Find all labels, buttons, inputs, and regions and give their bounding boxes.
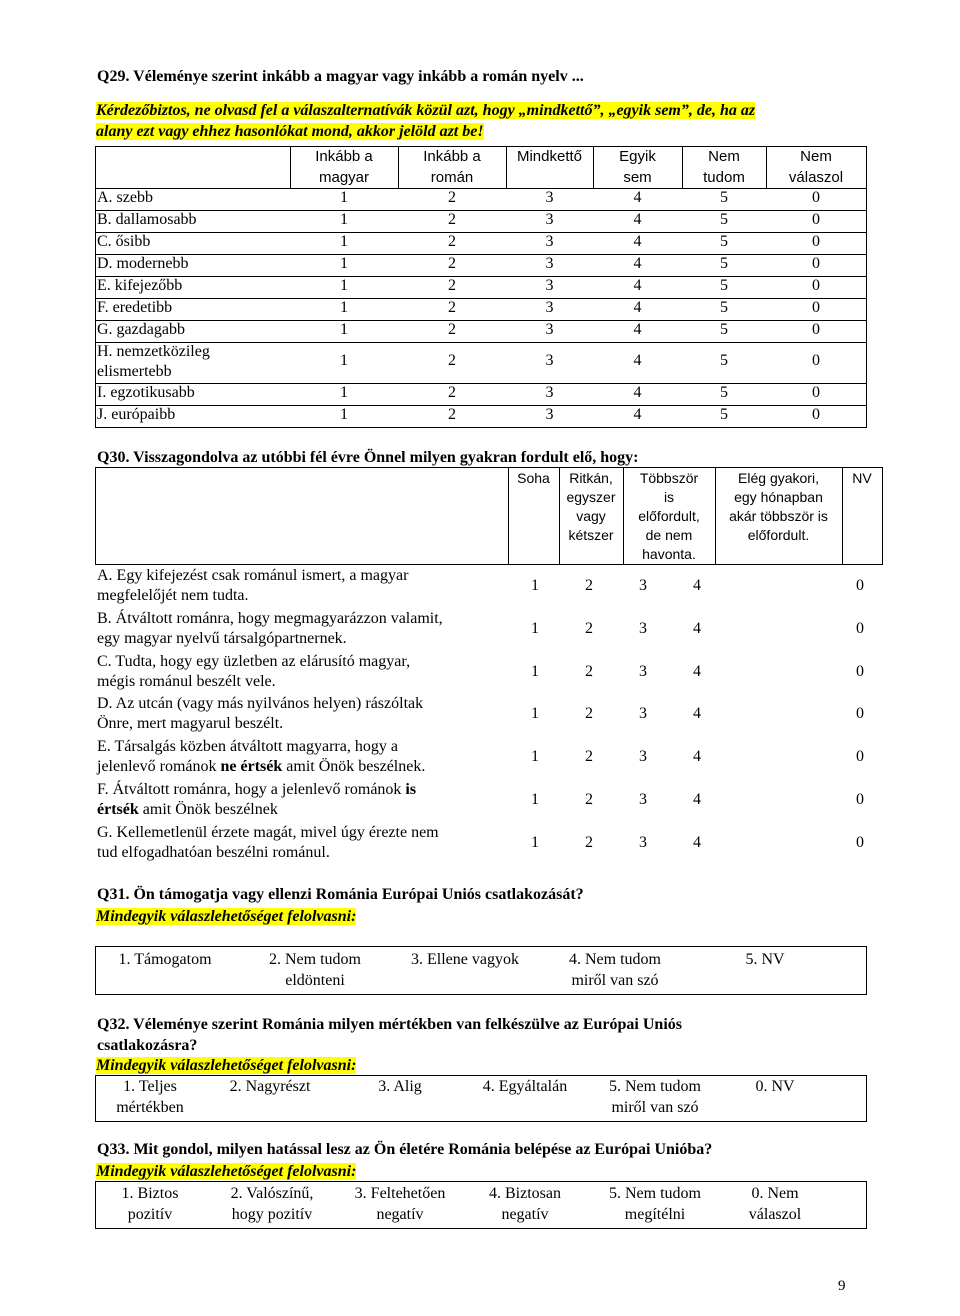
- q32-instruction: Mindegyik válaszlehetőséget felolvasni:: [96, 1057, 357, 1074]
- q31-option-4: 4. Nem tudom miről van szó: [569, 951, 661, 989]
- q29-row-g: G. gazdagabb 1 2 3 4 5 0: [97, 321, 820, 338]
- q29-row-b: B. dallamosabb 1 2 3 4 5 0: [97, 211, 820, 228]
- q32-title: Q32. Véleménye szerint Románia milyen mértékben van felkészülve az Európai Uniós csatlakozásra?: [97, 1016, 682, 1054]
- q29-row-i: I. egzotikusabb 1 2 3 4 5 0: [97, 384, 820, 401]
- q29-row-j: J. európaibb 1 2 3 4 5 0: [97, 406, 820, 423]
- q30-row-a: A. Egy kifejezést csak románul ismert, a magyar megfelelőjét nem tudta. 1 2 3 4 0: [97, 567, 864, 604]
- q29-title: Q29. Véleménye szerint inkább a magyar vagy inkább a román nyelv ...: [97, 68, 584, 85]
- q29-row-e: E. kifejezőbb 1 2 3 4 5 0: [97, 277, 820, 294]
- q32-option-1: 1. Teljes mértékben: [116, 1078, 184, 1116]
- q29-header-inkabb-roman: Inkább a román: [423, 148, 481, 186]
- q29-instruction: [96, 100, 856, 142]
- q33-option-0: 0. Nem válaszol: [748, 1185, 802, 1223]
- q30-row-b: B. Átváltott románra, hogy megmagyarázzon valamit, egy magyar nyelvű társalgópartnernek. 1 2 3 4 0: [97, 610, 864, 647]
- q29-row-d: D. modernebb 1 2 3 4 5 0: [97, 255, 820, 272]
- q33-title: Q33. Mit gondol, milyen hatással lesz az Ön életére Románia belépése az Európai Unióba?: [97, 1141, 713, 1158]
- q29-row-f: F. eredetibb 1 2 3 4 5 0: [97, 299, 820, 316]
- q31-option-3: 3. Ellene vagyok: [411, 951, 519, 968]
- page-number: 9: [838, 1278, 846, 1294]
- q33-option-2: 2. Valószínű, hogy pozitív: [230, 1185, 314, 1223]
- q29-header-inkabb-magyar: Inkább a magyar: [315, 148, 373, 186]
- q29-header-nem-tudom: Nem tudom: [703, 148, 745, 186]
- q32-option-0: 0. NV: [755, 1078, 795, 1095]
- q29-header-egyik-sem: Egyik sem: [619, 148, 656, 186]
- q30-title: Q30. Visszagondolva az utóbbi fél évre Önnel milyen gyakran fordult elő, hogy:: [97, 449, 639, 466]
- q30-row-e: E. Társalgás közben átváltott magyarra, hogy a jelenlevő románok ne értsék amit Önök beszélnek. 1 2 3 4 0: [97, 738, 864, 775]
- q30-row-g: G. Kellemetlenül érzete magát, mivel úgy érezte nem tud elfogadhatóan beszélni románul. 1 2 3 4 0: [97, 824, 864, 861]
- q29-row-c: C. ősibb 1 2 3 4 5 0: [97, 233, 820, 250]
- q30-header-tobbszor: Többször is előfordult, de nem havonta.: [638, 470, 700, 562]
- q30-header-ritkan: Ritkán, egyszer vagy kétszer: [566, 470, 616, 543]
- q29-row-h: H. nemzetközileg elismertebb 1 2 3 4 5 0: [97, 343, 820, 380]
- q32-option-2: 2. Nagyrészt: [229, 1078, 311, 1095]
- q29-row-a: A. szebb 1 2 3 4 5 0: [97, 189, 820, 206]
- q31-option-5: 5. NV: [745, 951, 785, 968]
- q30-row-c: C. Tudta, hogy egy üzletben az elárusító magyar, mégis románul beszélt vele. 1 2 3 4 0: [97, 653, 864, 690]
- q30-header-nv: NV: [852, 470, 872, 486]
- q29-instruction-line1: Kérdezőbiztos, ne olvasd fel a válaszalternatívák közül azt, hogy „mindkettő”, „egyik sem”, de, ha az: [96, 102, 756, 119]
- q31-instruction: Mindegyik válaszlehetőséget felolvasni:: [96, 908, 357, 925]
- q29-instruction-line2: alany ezt vagy ehhez hasonlókat mond, akkor jelöld azt be!: [96, 123, 484, 140]
- q33-option-5: 5. Nem tudom megítélni: [609, 1185, 701, 1223]
- q31-option-1: 1. Támogatom: [118, 951, 212, 968]
- q30-header-soha: Soha: [517, 470, 550, 486]
- q30-row-d: D. Az utcán (vagy más nyilvános helyen) rászóltak Önre, mert magyarul beszélt. 1 2 3 4 0: [97, 695, 864, 732]
- q29-header-nem-valaszol: Nem válaszol: [788, 148, 844, 186]
- q33-option-3: 3. Feltehetően negatív: [354, 1185, 446, 1223]
- q31-title: Q31. Ön támogatja vagy ellenzi Románia Európai Uniós csatlakozását?: [97, 886, 584, 903]
- q32-option-5: 5. Nem tudom miről van szó: [609, 1078, 701, 1116]
- q32-option-4: 4. Egyáltalán: [482, 1078, 568, 1095]
- q30-header-eleg-gyakori: Elég gyakori, egy hónapban akár többször is előfordult.: [729, 470, 828, 543]
- q29-header-mindketto: Mindkettő: [516, 148, 583, 165]
- q31-option-2: 2. Nem tudom eldönteni: [269, 951, 361, 989]
- q33-instruction: Mindegyik válaszlehetőséget felolvasni:: [96, 1163, 357, 1180]
- q32-option-3: 3. Alig: [378, 1078, 422, 1095]
- q30-row-f: F. Átváltott románra, hogy a jelenlevő románok is értsék amit Önök beszélnek 1 2 3 4 0: [97, 781, 864, 818]
- q33-option-1: 1. Biztos pozitív: [121, 1185, 179, 1223]
- q33-option-4: 4. Biztosan negatív: [489, 1185, 561, 1223]
